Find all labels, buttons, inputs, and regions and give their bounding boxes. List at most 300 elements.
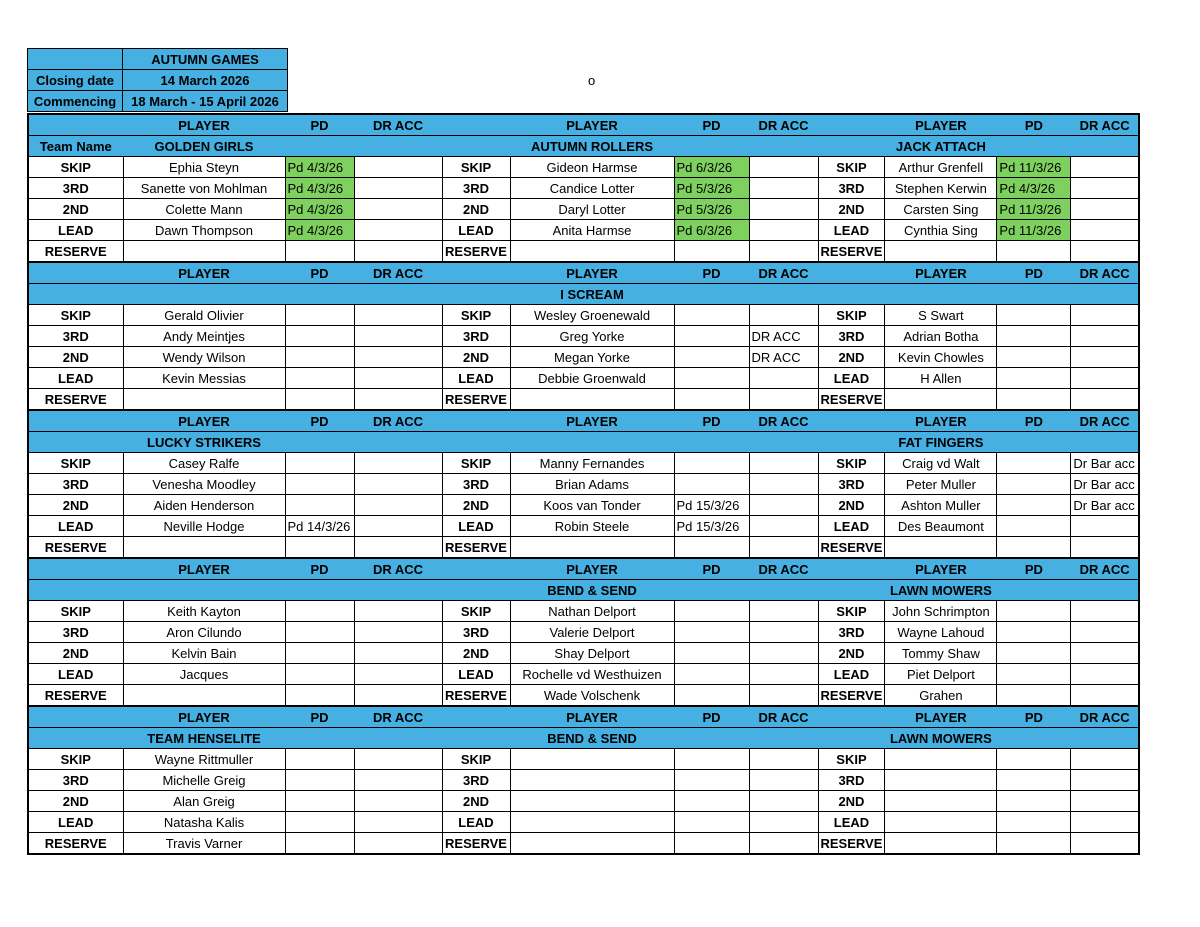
player-name-cell[interactable]: Wayne Rittmuller	[123, 749, 285, 770]
paid-cell[interactable]: Pd 4/3/26	[285, 199, 354, 220]
player-name-cell[interactable]: Alan Greig	[123, 791, 285, 812]
player-name-cell[interactable]	[885, 749, 997, 770]
player-name-cell[interactable]: Megan Yorke	[510, 347, 674, 368]
role-cell: 3RD	[818, 622, 885, 643]
team-name-spacer	[354, 580, 442, 601]
dr-acc-cell[interactable]	[354, 833, 442, 855]
player-name-cell[interactable]: Sanette von Mohlman	[123, 178, 285, 199]
dr-acc-cell[interactable]	[354, 326, 442, 347]
player-name-cell[interactable]	[885, 241, 997, 263]
team-name-spacer	[1071, 432, 1139, 453]
player-row	[28, 516, 1139, 537]
paid-cell[interactable]: Pd 11/3/26	[997, 199, 1071, 220]
paid-cell[interactable]	[285, 453, 354, 474]
player-name-cell[interactable]: Colette Mann	[123, 199, 285, 220]
player-name-cell[interactable]: Jacques	[123, 664, 285, 685]
player-name-cell[interactable]: Manny Fernandes	[510, 453, 674, 474]
dr-acc-cell[interactable]	[354, 601, 442, 622]
player-name-cell[interactable]: Cynthia Sing	[885, 220, 997, 241]
dr-acc-cell[interactable]	[1071, 389, 1139, 411]
paid-cell[interactable]	[997, 537, 1071, 559]
role-cell: LEAD	[818, 812, 885, 833]
dr-acc-cell[interactable]	[354, 178, 442, 199]
dr-acc-cell[interactable]	[354, 812, 442, 833]
paid-cell[interactable]	[285, 685, 354, 707]
player-row	[28, 241, 1139, 263]
player-name-cell[interactable]: Shay Delport	[510, 643, 674, 664]
dr-acc-cell[interactable]	[1071, 220, 1139, 241]
player-name-cell[interactable]: Stephen Kerwin	[885, 178, 997, 199]
dr-acc-cell[interactable]	[749, 791, 818, 812]
role-cell: LEAD	[818, 220, 885, 241]
player-name-cell[interactable]: Michelle Greig	[123, 770, 285, 791]
team-name: BEND & SEND	[510, 580, 674, 601]
paid-cell[interactable]	[997, 833, 1071, 855]
player-name-cell[interactable]: Arthur Grenfell	[885, 157, 997, 178]
paid-cell[interactable]	[997, 389, 1071, 411]
player-name-cell[interactable]: Candice Lotter	[510, 178, 674, 199]
team-name-spacer	[28, 728, 123, 749]
paid-cell[interactable]	[674, 643, 749, 664]
dr-acc-cell[interactable]: Dr Bar acc	[1071, 453, 1139, 474]
player-name-cell[interactable]: Valerie Delport	[510, 622, 674, 643]
dr-acc-cell[interactable]	[1071, 833, 1139, 855]
player-name-cell[interactable]	[885, 791, 997, 812]
role-cell: 3RD	[442, 770, 510, 791]
player-row	[28, 622, 1139, 643]
dr-acc-cell[interactable]	[354, 305, 442, 326]
team-name: LUCKY STRIKERS	[123, 432, 285, 453]
paid-cell[interactable]	[285, 347, 354, 368]
player-name-cell[interactable]	[885, 389, 997, 411]
dr-acc-cell[interactable]	[1071, 516, 1139, 537]
paid-cell[interactable]	[997, 685, 1071, 707]
paid-cell[interactable]: Pd 4/3/26	[285, 157, 354, 178]
paid-cell[interactable]: Pd 15/3/26	[674, 516, 749, 537]
team-name-spacer	[749, 432, 818, 453]
player-name-cell[interactable]	[510, 241, 674, 263]
dr-acc-cell[interactable]	[749, 770, 818, 791]
player-name-cell[interactable]	[510, 770, 674, 791]
dr-acc-cell[interactable]: DR ACC	[749, 347, 818, 368]
header-spacer	[28, 558, 123, 580]
dr-acc-cell[interactable]: Dr Bar acc	[1071, 495, 1139, 516]
column-header-player: PLAYER	[510, 558, 674, 580]
team-name-spacer	[28, 284, 123, 305]
paid-cell[interactable]	[997, 347, 1071, 368]
player-name-cell[interactable]: Rochelle vd Westhuizen	[510, 664, 674, 685]
dr-acc-cell[interactable]	[1071, 622, 1139, 643]
column-header-player: PLAYER	[510, 410, 674, 432]
player-name-cell[interactable]: H Allen	[885, 368, 997, 389]
player-name-cell[interactable]: Piet Delport	[885, 664, 997, 685]
dr-acc-cell[interactable]	[1071, 157, 1139, 178]
paid-cell[interactable]: Pd 4/3/26	[285, 178, 354, 199]
player-name-cell[interactable]: Wendy Wilson	[123, 347, 285, 368]
paid-cell[interactable]: Pd 15/3/26	[674, 495, 749, 516]
player-name-cell[interactable]	[123, 685, 285, 707]
player-name-cell[interactable]: Kevin Chowles	[885, 347, 997, 368]
dr-acc-cell[interactable]: DR ACC	[749, 326, 818, 347]
paid-cell[interactable]	[285, 643, 354, 664]
team-name-spacer	[442, 432, 510, 453]
dr-acc-cell[interactable]	[354, 685, 442, 707]
dr-acc-cell[interactable]	[749, 812, 818, 833]
player-name-cell[interactable]: Wayne Lahoud	[885, 622, 997, 643]
player-name-cell[interactable]	[885, 537, 997, 559]
paid-cell[interactable]	[997, 453, 1071, 474]
player-row	[28, 157, 1139, 178]
paid-cell[interactable]	[285, 601, 354, 622]
paid-cell[interactable]	[997, 305, 1071, 326]
paid-cell[interactable]	[285, 833, 354, 855]
paid-cell[interactable]	[285, 474, 354, 495]
dr-acc-cell[interactable]	[749, 220, 818, 241]
paid-cell[interactable]: Pd 4/3/26	[997, 178, 1071, 199]
player-name-cell[interactable]: Aron Cilundo	[123, 622, 285, 643]
dr-acc-cell[interactable]	[1071, 178, 1139, 199]
paid-cell[interactable]	[674, 305, 749, 326]
column-header-dracc: DR ACC	[749, 114, 818, 136]
player-name-cell[interactable]: Des Beaumont	[885, 516, 997, 537]
paid-cell[interactable]	[674, 326, 749, 347]
column-header-dracc: DR ACC	[1071, 410, 1139, 432]
paid-cell[interactable]	[674, 537, 749, 559]
paid-cell[interactable]	[997, 791, 1071, 812]
column-header-pd: PD	[997, 262, 1071, 284]
player-name-cell[interactable]: Daryl Lotter	[510, 199, 674, 220]
player-name-cell[interactable]: Keith Kayton	[123, 601, 285, 622]
dr-acc-cell[interactable]	[1071, 770, 1139, 791]
role-cell: SKIP	[442, 601, 510, 622]
column-header-dracc: DR ACC	[354, 410, 442, 432]
dr-acc-cell[interactable]	[749, 664, 818, 685]
role-cell: LEAD	[442, 812, 510, 833]
dr-acc-cell[interactable]	[354, 622, 442, 643]
paid-cell[interactable]	[997, 241, 1071, 263]
player-name-cell[interactable]	[510, 537, 674, 559]
paid-cell[interactable]	[285, 537, 354, 559]
player-name-cell[interactable]: Neville Hodge	[123, 516, 285, 537]
paid-cell[interactable]: Pd 5/3/26	[674, 178, 749, 199]
dr-acc-cell[interactable]	[354, 199, 442, 220]
player-name-cell[interactable]: Tommy Shaw	[885, 643, 997, 664]
paid-cell[interactable]	[674, 389, 749, 411]
role-cell: 2ND	[28, 495, 123, 516]
team-name: GOLDEN GIRLS	[123, 136, 285, 157]
paid-cell[interactable]	[674, 812, 749, 833]
paid-cell[interactable]	[997, 516, 1071, 537]
player-name-cell[interactable]: Gerald Olivier	[123, 305, 285, 326]
player-name-cell[interactable]: Ashton Muller	[885, 495, 997, 516]
paid-cell[interactable]	[997, 474, 1071, 495]
player-name-cell[interactable]: Robin Steele	[510, 516, 674, 537]
role-cell: 2ND	[818, 643, 885, 664]
player-name-cell[interactable]: Kevin Messias	[123, 368, 285, 389]
team-name-spacer	[674, 136, 749, 157]
dr-acc-cell[interactable]	[1071, 326, 1139, 347]
paid-cell[interactable]: Pd 11/3/26	[997, 157, 1071, 178]
column-header-dracc: DR ACC	[354, 262, 442, 284]
paid-cell[interactable]	[285, 326, 354, 347]
player-name-cell[interactable]: Travis Varner	[123, 833, 285, 855]
player-name-cell[interactable]: Natasha Kalis	[123, 812, 285, 833]
dr-acc-cell[interactable]	[354, 241, 442, 263]
paid-cell[interactable]	[674, 453, 749, 474]
role-cell: SKIP	[28, 601, 123, 622]
team-name-spacer	[997, 580, 1071, 601]
dr-acc-cell[interactable]	[749, 474, 818, 495]
paid-cell[interactable]	[997, 601, 1071, 622]
paid-cell[interactable]: Pd 6/3/26	[674, 157, 749, 178]
paid-cell[interactable]	[997, 812, 1071, 833]
paid-cell[interactable]: Pd 14/3/26	[285, 516, 354, 537]
closing-date-label: Closing date	[28, 70, 123, 91]
paid-cell[interactable]	[285, 791, 354, 812]
paid-cell[interactable]: Pd 11/3/26	[997, 220, 1071, 241]
column-header-row	[28, 558, 1139, 580]
dr-acc-cell[interactable]	[749, 643, 818, 664]
role-cell: LEAD	[818, 516, 885, 537]
role-cell: SKIP	[818, 601, 885, 622]
player-name-cell[interactable]: Adrian Botha	[885, 326, 997, 347]
team-name-spacer	[749, 136, 818, 157]
paid-cell[interactable]	[997, 622, 1071, 643]
paid-cell[interactable]: Pd 6/3/26	[674, 220, 749, 241]
dr-acc-cell[interactable]	[749, 601, 818, 622]
paid-cell[interactable]	[997, 326, 1071, 347]
paid-cell[interactable]	[285, 241, 354, 263]
column-header-player: PLAYER	[510, 262, 674, 284]
paid-cell[interactable]	[285, 664, 354, 685]
player-name-cell[interactable]	[885, 812, 997, 833]
paid-cell[interactable]	[674, 347, 749, 368]
player-name-cell[interactable]: Wade Volschenk	[510, 685, 674, 707]
column-header-player: PLAYER	[510, 114, 674, 136]
column-header-player: PLAYER	[123, 410, 285, 432]
dr-acc-cell[interactable]	[1071, 685, 1139, 707]
player-name-cell[interactable]	[510, 791, 674, 812]
team-name-spacer	[442, 728, 510, 749]
player-name-cell[interactable]: Greg Yorke	[510, 326, 674, 347]
player-name-cell[interactable]	[510, 389, 674, 411]
dr-acc-cell[interactable]	[354, 749, 442, 770]
dr-acc-cell[interactable]	[749, 178, 818, 199]
player-name-cell[interactable]	[885, 770, 997, 791]
paid-cell[interactable]	[285, 749, 354, 770]
dr-acc-cell[interactable]	[749, 622, 818, 643]
dr-acc-cell[interactable]	[1071, 368, 1139, 389]
column-header-player: PLAYER	[510, 706, 674, 728]
role-cell: LEAD	[442, 516, 510, 537]
dr-acc-cell[interactable]	[749, 453, 818, 474]
paid-cell[interactable]	[674, 685, 749, 707]
paid-cell[interactable]	[674, 368, 749, 389]
team-name: AUTUMN ROLLERS	[510, 136, 674, 157]
player-name-cell[interactable]	[510, 812, 674, 833]
event-title: AUTUMN GAMES	[123, 49, 288, 70]
team-name-label: Team Name	[28, 136, 123, 157]
paid-cell[interactable]	[997, 664, 1071, 685]
paid-cell[interactable]	[997, 368, 1071, 389]
paid-cell[interactable]: Pd 4/3/26	[285, 220, 354, 241]
dr-acc-cell[interactable]	[354, 347, 442, 368]
paid-cell[interactable]	[674, 241, 749, 263]
column-header-pd: PD	[285, 558, 354, 580]
player-name-cell[interactable]: Aiden Henderson	[123, 495, 285, 516]
role-cell: 3RD	[818, 178, 885, 199]
dr-acc-cell[interactable]	[1071, 537, 1139, 559]
team-name-spacer	[354, 136, 442, 157]
dr-acc-cell[interactable]	[749, 749, 818, 770]
team-name-spacer	[674, 580, 749, 601]
role-cell: 2ND	[818, 791, 885, 812]
player-name-cell[interactable]	[123, 389, 285, 411]
player-name-cell[interactable]: John Schrimpton	[885, 601, 997, 622]
player-name-cell[interactable]: Gideon Harmse	[510, 157, 674, 178]
role-cell: RESERVE	[818, 685, 885, 707]
dr-acc-cell[interactable]	[354, 770, 442, 791]
dr-acc-cell[interactable]	[749, 389, 818, 411]
column-header-dracc: DR ACC	[1071, 558, 1139, 580]
team-name-spacer	[674, 432, 749, 453]
paid-cell[interactable]	[674, 833, 749, 855]
paid-cell[interactable]	[674, 791, 749, 812]
player-name-cell[interactable]: Venesha Moodley	[123, 474, 285, 495]
player-name-cell[interactable]: Koos van Tonder	[510, 495, 674, 516]
paid-cell[interactable]	[674, 622, 749, 643]
role-cell: LEAD	[818, 368, 885, 389]
dr-acc-cell[interactable]	[1071, 664, 1139, 685]
dr-acc-cell[interactable]	[354, 368, 442, 389]
dr-acc-cell[interactable]	[1071, 199, 1139, 220]
paid-cell[interactable]	[285, 389, 354, 411]
player-name-cell[interactable]: Kelvin Bain	[123, 643, 285, 664]
dr-acc-cell[interactable]	[749, 537, 818, 559]
dr-acc-cell[interactable]	[749, 305, 818, 326]
player-name-cell[interactable]: Craig vd Walt	[885, 453, 997, 474]
paid-cell[interactable]	[285, 368, 354, 389]
column-header-dracc: DR ACC	[749, 262, 818, 284]
paid-cell[interactable]	[674, 770, 749, 791]
column-header-pd: PD	[285, 114, 354, 136]
dr-acc-cell[interactable]	[1071, 347, 1139, 368]
dr-acc-cell[interactable]	[749, 833, 818, 855]
player-name-cell[interactable]	[510, 749, 674, 770]
player-name-cell[interactable]: Dawn Thompson	[123, 220, 285, 241]
player-name-cell[interactable]	[885, 833, 997, 855]
paid-cell[interactable]	[285, 812, 354, 833]
player-name-cell[interactable]: Anita Harmse	[510, 220, 674, 241]
dr-acc-cell[interactable]	[749, 157, 818, 178]
paid-cell[interactable]	[285, 770, 354, 791]
team-sheet	[27, 113, 1140, 855]
player-name-cell[interactable]	[510, 833, 674, 855]
player-name-cell[interactable]: Nathan Delport	[510, 601, 674, 622]
player-name-cell[interactable]: Andy Meintjes	[123, 326, 285, 347]
team-name-spacer	[818, 136, 885, 157]
dr-acc-cell[interactable]	[1071, 241, 1139, 263]
paid-cell[interactable]	[997, 749, 1071, 770]
paid-cell[interactable]	[674, 749, 749, 770]
dr-acc-cell[interactable]	[354, 516, 442, 537]
dr-acc-cell[interactable]	[354, 643, 442, 664]
player-name-cell[interactable]: Casey Ralfe	[123, 453, 285, 474]
player-name-cell[interactable]: Peter Muller	[885, 474, 997, 495]
dr-acc-cell[interactable]	[749, 368, 818, 389]
team-name-row	[28, 580, 1139, 601]
dr-acc-cell[interactable]	[749, 516, 818, 537]
team-name: JACK ATTACH	[885, 136, 997, 157]
player-name-cell[interactable]	[123, 537, 285, 559]
team-name-spacer	[749, 284, 818, 305]
column-header-pd: PD	[285, 410, 354, 432]
paid-cell[interactable]: Pd 5/3/26	[674, 199, 749, 220]
dr-acc-cell[interactable]	[749, 199, 818, 220]
player-name-cell[interactable]: S Swart	[885, 305, 997, 326]
player-name-cell[interactable]: Grahen	[885, 685, 997, 707]
paid-cell[interactable]	[674, 474, 749, 495]
player-row	[28, 643, 1139, 664]
dr-acc-cell[interactable]	[1071, 791, 1139, 812]
dr-acc-cell[interactable]	[354, 537, 442, 559]
paid-cell[interactable]	[285, 495, 354, 516]
dr-acc-cell[interactable]	[1071, 812, 1139, 833]
dr-acc-cell[interactable]	[1071, 643, 1139, 664]
player-name-cell[interactable]	[123, 241, 285, 263]
player-name-cell[interactable]: Brian Adams	[510, 474, 674, 495]
paid-cell[interactable]	[997, 770, 1071, 791]
player-name-cell[interactable]: Ephia Steyn	[123, 157, 285, 178]
dr-acc-cell[interactable]	[354, 474, 442, 495]
paid-cell[interactable]	[674, 601, 749, 622]
dr-acc-cell[interactable]	[354, 495, 442, 516]
dr-acc-cell[interactable]: Dr Bar acc	[1071, 474, 1139, 495]
role-cell: LEAD	[28, 220, 123, 241]
paid-cell[interactable]	[997, 643, 1071, 664]
column-header-player: PLAYER	[123, 558, 285, 580]
team-name-spacer	[1071, 136, 1139, 157]
dr-acc-cell[interactable]	[749, 685, 818, 707]
column-header-dracc: DR ACC	[354, 558, 442, 580]
dr-acc-cell[interactable]	[1071, 305, 1139, 326]
player-row	[28, 833, 1139, 855]
column-header-pd: PD	[674, 262, 749, 284]
dr-acc-cell[interactable]	[749, 241, 818, 263]
role-cell: 2ND	[28, 643, 123, 664]
dr-acc-cell[interactable]	[749, 495, 818, 516]
dr-acc-cell[interactable]	[354, 157, 442, 178]
header-spacer	[818, 262, 885, 284]
player-name-cell[interactable]: Debbie Groenwald	[510, 368, 674, 389]
paid-cell[interactable]	[674, 664, 749, 685]
paid-cell[interactable]	[285, 305, 354, 326]
dr-acc-cell[interactable]	[354, 791, 442, 812]
player-name-cell[interactable]: Wesley Groenewald	[510, 305, 674, 326]
dr-acc-cell[interactable]	[354, 664, 442, 685]
header-spacer	[442, 558, 510, 580]
dr-acc-cell[interactable]	[354, 453, 442, 474]
role-cell: SKIP	[442, 305, 510, 326]
paid-cell[interactable]	[285, 622, 354, 643]
dr-acc-cell[interactable]	[1071, 749, 1139, 770]
dr-acc-cell[interactable]	[354, 220, 442, 241]
column-header-player: PLAYER	[123, 262, 285, 284]
dr-acc-cell[interactable]	[1071, 601, 1139, 622]
paid-cell[interactable]	[997, 495, 1071, 516]
dr-acc-cell[interactable]	[354, 389, 442, 411]
player-name-cell[interactable]: Carsten Sing	[885, 199, 997, 220]
